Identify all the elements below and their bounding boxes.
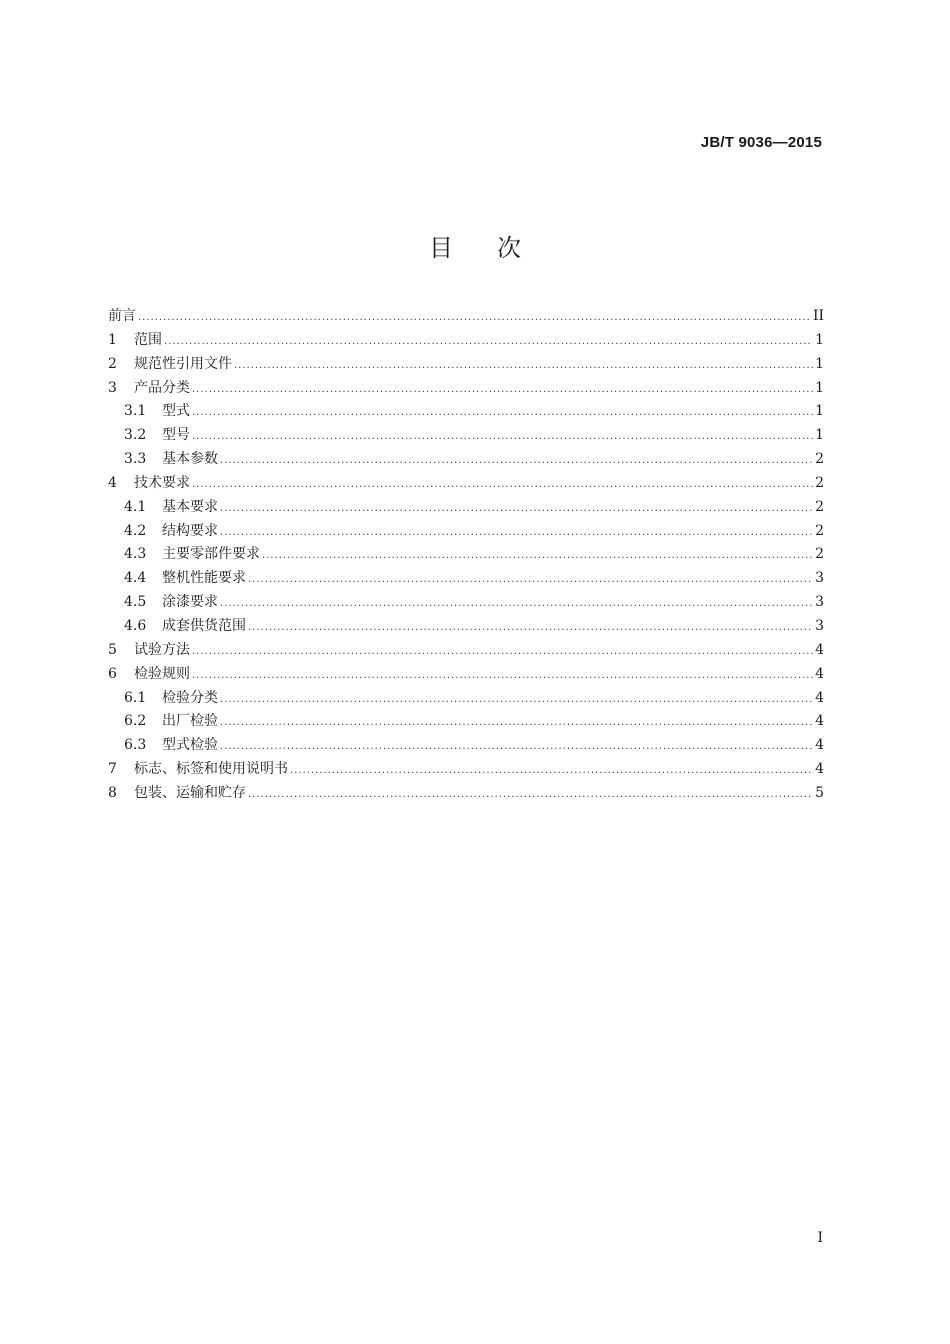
toc-number: 3.2 [124, 427, 147, 444]
title-char-1: 目 [429, 234, 453, 262]
toc-page: 1 [815, 427, 824, 444]
toc-page: 4 [815, 641, 824, 658]
toc-label: 包装、运输和贮存 [134, 784, 246, 801]
toc-subentry[interactable] [108, 687, 824, 711]
toc-page: 1 [815, 331, 824, 348]
toc-label: 规范性引用文件 [134, 355, 232, 372]
toc-subentry[interactable] [108, 448, 824, 472]
toc-page: 3 [815, 570, 824, 587]
toc-subentry[interactable] [108, 424, 824, 448]
toc-page: 3 [815, 617, 824, 634]
toc-subentry[interactable] [108, 734, 824, 758]
toc-number: 7 [108, 761, 117, 778]
toc-entry[interactable] [108, 639, 824, 663]
toc-subentry[interactable] [108, 520, 824, 544]
toc-leader [248, 783, 813, 807]
page-number: I [817, 1230, 823, 1246]
toc-leader [192, 640, 813, 664]
toc-leader [262, 544, 813, 568]
toc-number: 6.1 [124, 689, 147, 706]
table-of-contents [108, 305, 824, 806]
toc-page: 1 [815, 379, 824, 396]
toc-number: 4.1 [124, 498, 147, 515]
toc-leader [248, 616, 813, 640]
toc-label: 整机性能要求 [162, 570, 246, 587]
toc-page: 4 [815, 737, 824, 754]
toc-entry[interactable] [108, 758, 824, 782]
toc-label: 型式检验 [162, 737, 218, 754]
toc-number: 3.1 [124, 403, 147, 420]
toc-number: 4.3 [124, 546, 147, 563]
toc-subentry[interactable] [108, 543, 824, 567]
toc-label: 前言 [108, 308, 136, 324]
standard-code: JB/T 9036—2015 [700, 134, 822, 151]
toc-leader [192, 664, 813, 688]
toc-entry[interactable] [108, 377, 824, 401]
toc-page: II [812, 308, 824, 324]
toc-page: 2 [815, 546, 824, 563]
toc-label: 产品分类 [134, 379, 190, 396]
toc-subentry[interactable] [108, 591, 824, 615]
page-title [0, 228, 950, 263]
toc-subentry[interactable] [108, 710, 824, 734]
toc-number: 6.3 [124, 737, 147, 754]
toc-leader [192, 401, 813, 425]
toc-page: 4 [815, 665, 824, 682]
toc-number: 1 [108, 331, 117, 348]
toc-leader [220, 497, 813, 521]
toc-leader [192, 473, 813, 497]
toc-page: 2 [815, 522, 824, 539]
toc-label: 涂漆要求 [162, 594, 218, 611]
toc-leader [234, 354, 813, 378]
toc-page: 5 [815, 784, 824, 801]
toc-page: 2 [815, 451, 824, 468]
toc-label: 结构要求 [162, 522, 218, 539]
toc-entry[interactable] [108, 329, 824, 353]
toc-leader [220, 449, 813, 473]
toc-number: 4.2 [124, 522, 147, 539]
toc-page: 4 [815, 713, 824, 730]
toc-page: 4 [815, 761, 824, 778]
toc-leader [164, 330, 813, 354]
toc-leader [220, 521, 813, 545]
title-char-2: 次 [497, 234, 521, 262]
toc-label: 检验分类 [162, 689, 218, 706]
toc-label: 范围 [134, 331, 162, 348]
toc-subentry[interactable] [108, 615, 824, 639]
toc-label: 试验方法 [134, 641, 190, 658]
toc-label: 基本要求 [162, 498, 218, 515]
toc-page: 2 [815, 474, 824, 491]
toc-leader [290, 759, 813, 783]
toc-number: 4.6 [124, 617, 147, 634]
toc-entry-foreword[interactable] [108, 305, 824, 329]
toc-number: 3 [108, 379, 117, 396]
toc-subentry[interactable] [108, 496, 824, 520]
toc-leader [220, 688, 813, 712]
toc-label: 技术要求 [134, 474, 190, 491]
toc-label: 出厂检验 [162, 713, 218, 730]
toc-leader [220, 592, 813, 616]
toc-page: 1 [815, 403, 824, 420]
toc-leader [138, 306, 811, 330]
toc-number: 8 [108, 784, 117, 801]
toc-label: 基本参数 [162, 451, 218, 468]
toc-subentry[interactable] [108, 567, 824, 591]
toc-label: 型式 [162, 403, 190, 420]
toc-entry[interactable] [108, 353, 824, 377]
toc-entry[interactable] [108, 472, 824, 496]
toc-page: 1 [815, 355, 824, 372]
toc-entry[interactable] [108, 663, 824, 687]
toc-label: 标志、标签和使用说明书 [134, 761, 288, 778]
toc-page: 2 [815, 498, 824, 515]
toc-label: 检验规则 [134, 665, 190, 682]
toc-page: 3 [815, 594, 824, 611]
toc-number: 6 [108, 665, 117, 682]
toc-number: 5 [108, 641, 117, 658]
toc-label: 成套供货范围 [162, 617, 246, 634]
toc-page: 4 [815, 689, 824, 706]
toc-subentry[interactable] [108, 400, 824, 424]
toc-number: 3.3 [124, 451, 147, 468]
toc-leader [192, 425, 813, 449]
toc-leader [192, 378, 813, 402]
toc-number: 4.4 [124, 570, 147, 587]
toc-number: 4 [108, 474, 117, 491]
toc-label: 型号 [162, 427, 190, 444]
toc-number: 6.2 [124, 713, 147, 730]
toc-label: 主要零部件要求 [162, 546, 260, 563]
toc-leader [220, 711, 813, 735]
toc-number: 2 [108, 355, 117, 372]
toc-number: 4.5 [124, 594, 147, 611]
toc-leader [248, 568, 813, 592]
toc-leader [220, 735, 813, 759]
toc-entry[interactable] [108, 782, 824, 806]
